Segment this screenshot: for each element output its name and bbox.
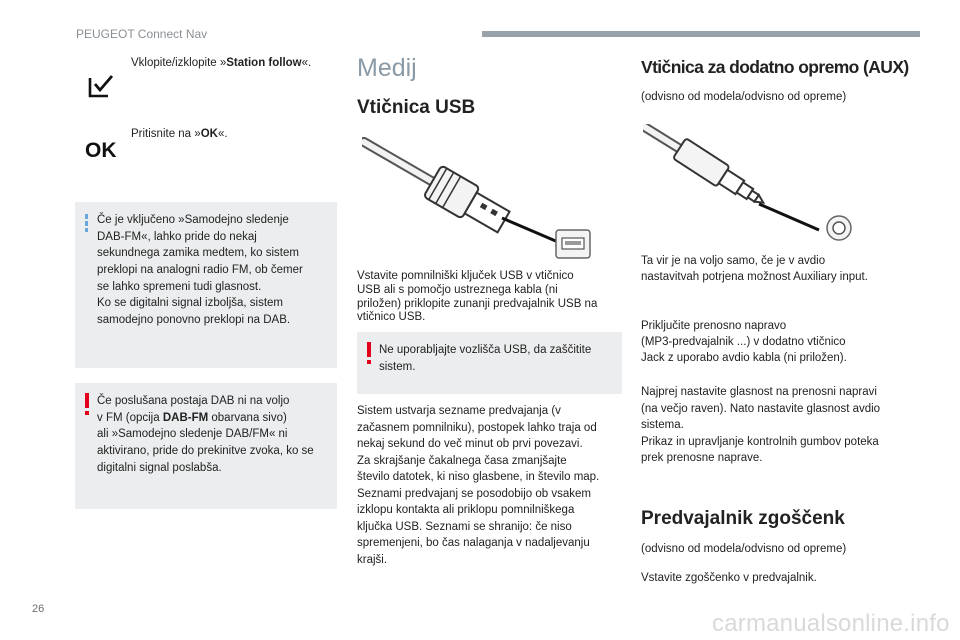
info-line: samodejno ponovno preklopi na DAB.: [97, 314, 291, 327]
playlist-paragraph: Sistem ustvarja sezname predvajanja (v začasnem pomnilniku), postopek lahko traja od nekaj sekund do več minut ob prvi povezavi. Za skrajšanje čakalnega časa zmanjšajte število datotek, ki niso glasbene, in število map. Seznami predvajanj se posodobijo ob vsakem izklopu kontakta ali priklopu pomnilniškega ključka USB. Seznami se shranijo: če niso spremenjeni, bo čas nalaganja v nadaljevanju krajši.: [357, 405, 600, 566]
usb-paragraph: Vstavite pomnilniški ključek USB v vtičnico USB ali s pomočjo ustreznega kabla (ni priložen) priklopite zunanji predvajalnik USB na vtičnico USB.: [357, 270, 598, 324]
warn-line: Če poslušana postaja DAB ni na voljo: [97, 395, 290, 407]
usb-warning-note: Ne uporabljajte vozlišča USB, da zaščitite sistem.: [357, 332, 622, 394]
info-line: preklopi na analogni radio FM, ob čemer: [97, 264, 303, 277]
usb-heading: Vtičnica USB: [357, 97, 476, 118]
info-line: se lahko spremeni tudi glasnost.: [97, 280, 262, 293]
info-icon: [85, 214, 88, 232]
aux-subtitle: (odvisno od modela/odvisno od opreme): [641, 91, 847, 103]
warning-note: [75, 383, 337, 509]
info-note: [75, 202, 337, 368]
jack-illustration: [643, 124, 857, 242]
cd-subtitle: (odvisno od modela/odvisno od opreme): [641, 543, 847, 555]
info-line: Ko se digitalni signal izboljša, sistem: [97, 297, 284, 310]
check-box-icon: [88, 72, 114, 98]
aux-paragraph-1: Ta vir je na voljo samo, če je v avdio nastavitvah potrjena možnost Auxiliary input.: [641, 255, 868, 284]
watermark: carmanualsonline.info: [712, 610, 950, 637]
usb-illustration: [362, 134, 594, 262]
aux-paragraph-2: Priključite prenosno napravo (MP3-predvajalnik ...) v dodatno vtičnico Jack z uporabo avdio kabla (ni priložen).: [641, 320, 847, 365]
aux-heading: Vtičnica za dodatno opremo (AUX): [641, 57, 909, 77]
cd-paragraph: Vstavite zgoščenko v predvajalnik.: [641, 572, 817, 584]
section-title: Medij: [357, 54, 417, 82]
info-line: sekundnega zamika medtem, ko sistem: [97, 247, 299, 260]
warn-line: aktivirano, pride do prekinitve zvoka, ko se: [97, 445, 314, 458]
warning-icon: [366, 342, 372, 364]
page-number: 26: [32, 603, 45, 615]
step-ok-text: Pritisnite na »OK«.: [131, 128, 228, 140]
warning-icon: [84, 393, 90, 415]
aux-paragraph-3: Najprej nastavite glasnost na prenosni napravi (na večjo raven). Nato nastavite glasnost avdio sistema. Prikaz in upravljanje kontrolnih gumbov poteka prek prenosne naprave.: [641, 386, 881, 465]
step-toggle-text: Vklopite/izklopite »Station follow«.: [131, 57, 312, 69]
warn-line: v FM (opcija DAB-FM obarvana sivo): [97, 411, 287, 424]
warn-line: ali »Samodejno sledenje DAB/FM« ni: [97, 428, 288, 441]
step-toggle-icon: [88, 72, 114, 98]
ok-icon: OK: [85, 139, 117, 162]
warn-line: digitalni signal poslabša.: [97, 461, 222, 474]
header-title: PEUGEOT Connect Nav: [76, 27, 208, 41]
cd-heading: Predvajalnik zgoščenk: [641, 508, 845, 529]
info-line: DAB-FM«, lahko pride do nekaj: [97, 230, 257, 243]
info-line: Če je vključeno »Samodejno sledenje: [97, 214, 289, 226]
header-bar: [482, 31, 920, 37]
